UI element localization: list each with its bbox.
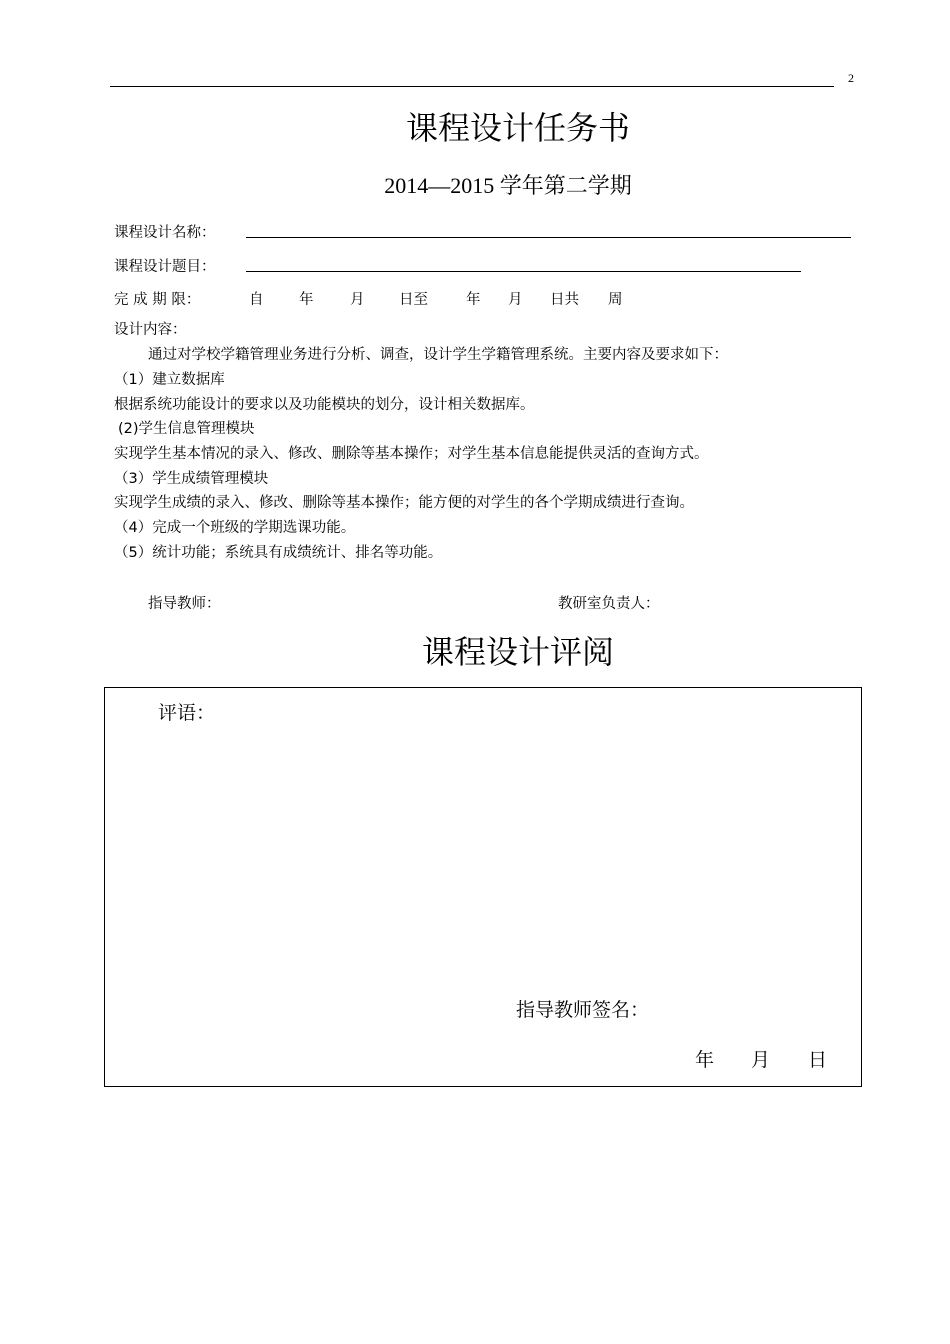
office-head-label: 教研室负责人： (558, 596, 660, 612)
deadline-year1: 年 (299, 292, 314, 308)
deadline-month1: 月 (350, 292, 365, 308)
semester-line: 2014—2015 学年第二学期 (384, 173, 632, 198)
deadline-day-to: 日至 (399, 292, 428, 308)
review-title: 课程设计评阅 (421, 633, 614, 671)
review-comment-label: 评语： (158, 702, 216, 724)
deadline-month2: 月 (508, 292, 523, 308)
advisor-sign-label: 指导教师签名： (516, 999, 650, 1021)
content-intro: 通过对学校学籍管理业务进行分析、调查，设计学生学籍管理系统。主要内容及要求如下： (148, 347, 728, 363)
advisor-label: 指导教师： (148, 596, 221, 612)
course-name-label: 课程设计名称： (114, 225, 216, 241)
deadline-weeks: 周 (608, 292, 623, 308)
course-topic-underline (246, 271, 801, 272)
content-line: （4）完成一个班级的学期选课功能。 (114, 520, 356, 536)
review-day: 日 (808, 1049, 828, 1071)
content-line: 实现学生成绩的录入、修改、删除等基本操作；能方便的对学生的各个学期成绩进行查询。 (114, 495, 694, 511)
content-line: 实现学生基本情况的录入、修改、删除等基本操作；对学生基本信息能提供灵活的查询方式。 (114, 446, 709, 462)
content-line: （3）学生成绩管理模块 (114, 471, 269, 487)
content-line: (2)学生信息管理模块 (118, 421, 255, 437)
deadline-from: 自 (249, 292, 264, 308)
review-box-edge (861, 687, 862, 1087)
header-rule (110, 86, 834, 87)
deadline-day-total: 日共 (550, 292, 579, 308)
review-month: 月 (751, 1049, 771, 1071)
content-line: 根据系统功能设计的要求以及功能模块的划分，设计相关数据库。 (114, 397, 535, 413)
task-title: 课程设计任务书 (405, 109, 630, 147)
content-line: （5）统计功能；系统具有成绩统计、排名等功能。 (114, 545, 443, 561)
deadline-label: 完 成 期 限： (114, 292, 201, 308)
review-year: 年 (695, 1049, 715, 1071)
content-line: （1）建立数据库 (114, 372, 225, 388)
page-number: 2 (848, 71, 854, 85)
course-topic-label: 课程设计题目： (114, 259, 216, 275)
course-name-underline (246, 237, 851, 238)
deadline-year2: 年 (466, 292, 481, 308)
review-box (104, 687, 862, 1087)
content-heading: 设计内容： (114, 322, 187, 338)
